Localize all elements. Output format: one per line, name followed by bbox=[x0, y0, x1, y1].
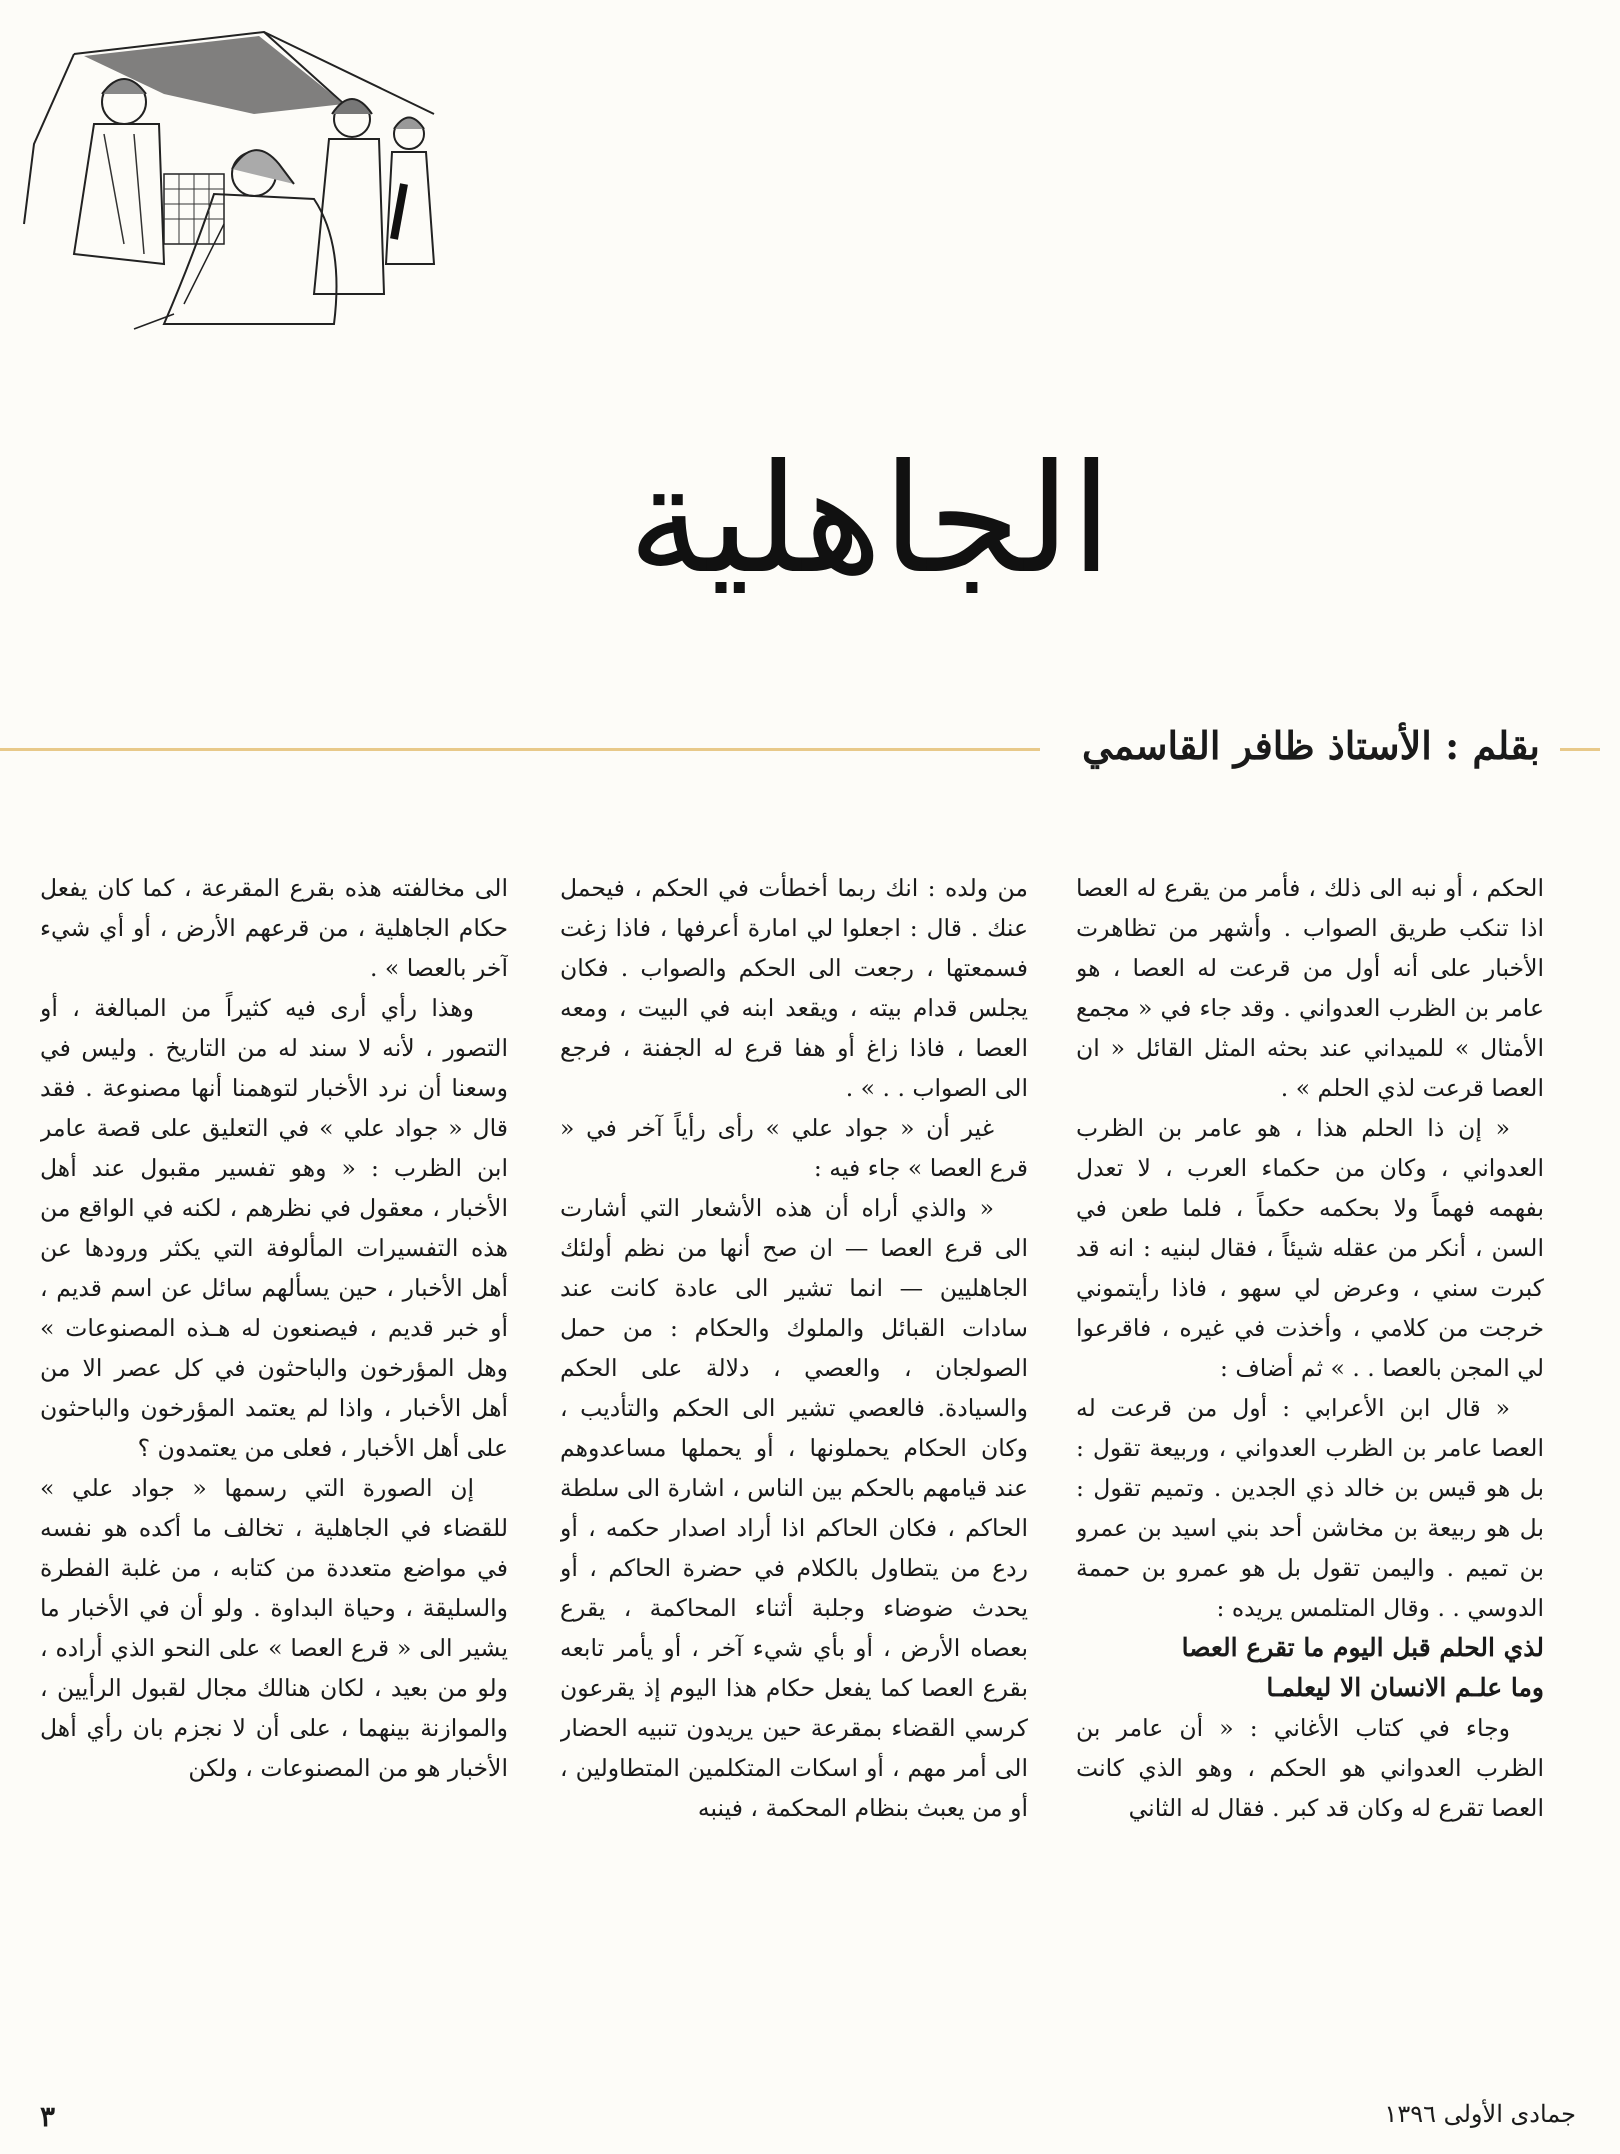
article-title: الجاهلية bbox=[627, 433, 1113, 607]
verse-line-2: وما علـم الانسان الا ليعلمـا bbox=[1266, 1673, 1544, 1702]
paragraph: وجاء في كتاب الأغاني : « أن عامر بن الظرب العدواني هو الحكم ، وهو الذي كانت العصا تقرع له وكان قد كبر . فقال له الثاني bbox=[1076, 1714, 1544, 1822]
paragraph: « إن ذا الحلم هذا ، هو عامر بن الظرب العدواني ، وكان من حكماء العرب ، لا تعدل بفهمه فهماً ولا بحكمه حكماً ، فلما طعن في السن ، أنكر من عقله شيئاً ، فقال لبنيه : انه قد كبرت سني ، وعرض لي سهو ، فاذا رأيتموني خرجت من كلامي ، وأخذت في غيره ، فاقرعوا لي المجن بالعصا . . » ثم أضاف : bbox=[1076, 1114, 1544, 1382]
bedouin-sketch-illustration bbox=[14, 24, 454, 344]
page-number: ٣ bbox=[40, 2100, 56, 2133]
divider-rule bbox=[0, 748, 1040, 751]
paragraph: « قال ابن الأعرابي : أول من قرعت له العصا عامر بن الظرب العدواني ، وربيعة تقول : بل هو قيس بن خالد ذي الجدين . وتميم تقول : بل هو ربيعة بن مخاشن أحد بني اسيد بن عمرو بن تميم . واليمن تقول بل هو عمرو بن حممة الدوسي . . وقال المتلمس يريده : bbox=[1076, 1394, 1544, 1622]
paragraph: إن الصورة التي رسمها « جواد علي » للقضاء في الجاهلية ، تخالف ما أكده هو نفسه في مواضع متعددة من كتابه ، من غلبة الفطرة والسليقة ، وحياة البداوة . ولو أن في الأخبار ما يشير الى « قرع العصا » على النحو الذي أراده ، ولو من بعيد ، لكان هنالك مجال لقبول الرأيين ، والموازنة بينهما ، على أن لا نجزم بان رأي أهل الأخبار هو من المصنوعات ، ولكن bbox=[40, 1474, 508, 1782]
paragraph: « والذي أراه أن هذه الأشعار التي أشارت الى قرع العصا — ان صح أنها من نظم أولئك الجاهليين — انما تشير الى عادة كانت عند سادات القبائل والملوك والحكام : من حمل الصولجان ، والعصي ، دلالة على الحكم والسيادة. فالعصي تشير الى الحكم والتأديب ، وكان الحكام يحملونها ، أو يحملها مساعدوهم عند قيامهم بالحكم بين الناس ، اشارة الى سلطة الحاكم ، فكان الحاكم اذا أراد اصدار حكمه ، أو ردع من يتطاول بالكلام في حضرة الحاكم ، أو يحدث ضوضاء وجلبة أثناء المحاكمة ، يقرع بعصاه الأرض ، أو بأي شيء آخر ، أو يأمر تابعه بقرع العصا كما يفعل حكام هذا اليوم إذ يقرعون كرسي القضاء بمقرعة حين يريدون تنبيه الحضار الى أمر مهم ، أو اسكات المتكلمين المتطاولين ، أو من يعبث بنظام المحكمة ، فينبه bbox=[560, 1194, 1028, 1822]
text-column-middle bbox=[560, 868, 1028, 2078]
paragraph: وهذا رأي أرى فيه كثيراً من المبالغة ، أو التصور ، لأنه لا سند له من التاريخ . وليس في وسعنا أن نرد الأخبار لتوهمنا أنها مصنوعة . فقد قال « جواد علي » في التعليق على قصة عامر ابن الظرب : « وهو تفسير مقبول عند أهل الأخبار ، معقول في نظرهم ، لكنه في الواقع من هذه التفسيرات المألوفة التي يكثر ورودها عن أهل الأخبار ، حين يسألهم سائل عن اسم قديم ، أو خبر قديم ، فيصنعون له هـذه المصنوعات » وهل المؤرخون والباحثون في كل عصر الا من أهل الأخبار ، واذا لم يعتمد المؤرخون والباحثون على أهل الأخبار ، فعلى من يعتمدون ؟ bbox=[40, 994, 508, 1462]
issue-date: جمادى الأولى ١٣٩٦ bbox=[1384, 2100, 1576, 2128]
paragraph: الى مخالفته هذه بقرع المقرعة ، كما كان يفعل حكام الجاهلية ، من قرعهم الأرض ، أو أي شيء آخر بالعصا » . bbox=[40, 874, 508, 982]
author-byline: بقلم : الأستاذ ظافر القاسمي bbox=[1081, 723, 1540, 768]
verse-line-1: لذي الحلم قبل اليوم ما تقرع العصا bbox=[1181, 1633, 1544, 1662]
text-column-left bbox=[40, 868, 508, 2078]
paragraph: من ولده : انك ربما أخطأت في الحكم ، فيحمل عنك . قال : اجعلوا لي امارة أعرفها ، فاذا زغت فسمعتها ، رجعت الى الحكم والصواب . فكان يجلس قدام بيته ، ويقعد ابنه في البيت ، ومعه العصا ، فاذا زاغ أو هفا قرع له الجفنة ، فرجع الى الصواب . . » . bbox=[560, 874, 1028, 1102]
text-column-right bbox=[1076, 868, 1544, 2078]
paragraph: الحكم ، أو نبه الى ذلك ، فأمر من يقرع له العصا اذا تنكب طريق الصواب . وأشهر من تظاهرت الأخبار على أنه أول من قرعت له العصا ، هو عامر بن الظرب العدواني . وقد جاء في « مجمع الأمثال » للميداني عند بحثه المثل القائل « ان العصا قرعت لذي الحلم » . bbox=[1076, 874, 1544, 1102]
divider-rule-right bbox=[1560, 748, 1600, 751]
byline-row bbox=[0, 716, 1620, 776]
paragraph: غير أن « جواد علي » رأى رأياً آخر في « قرع العصا » جاء فيه : bbox=[560, 1114, 1028, 1182]
